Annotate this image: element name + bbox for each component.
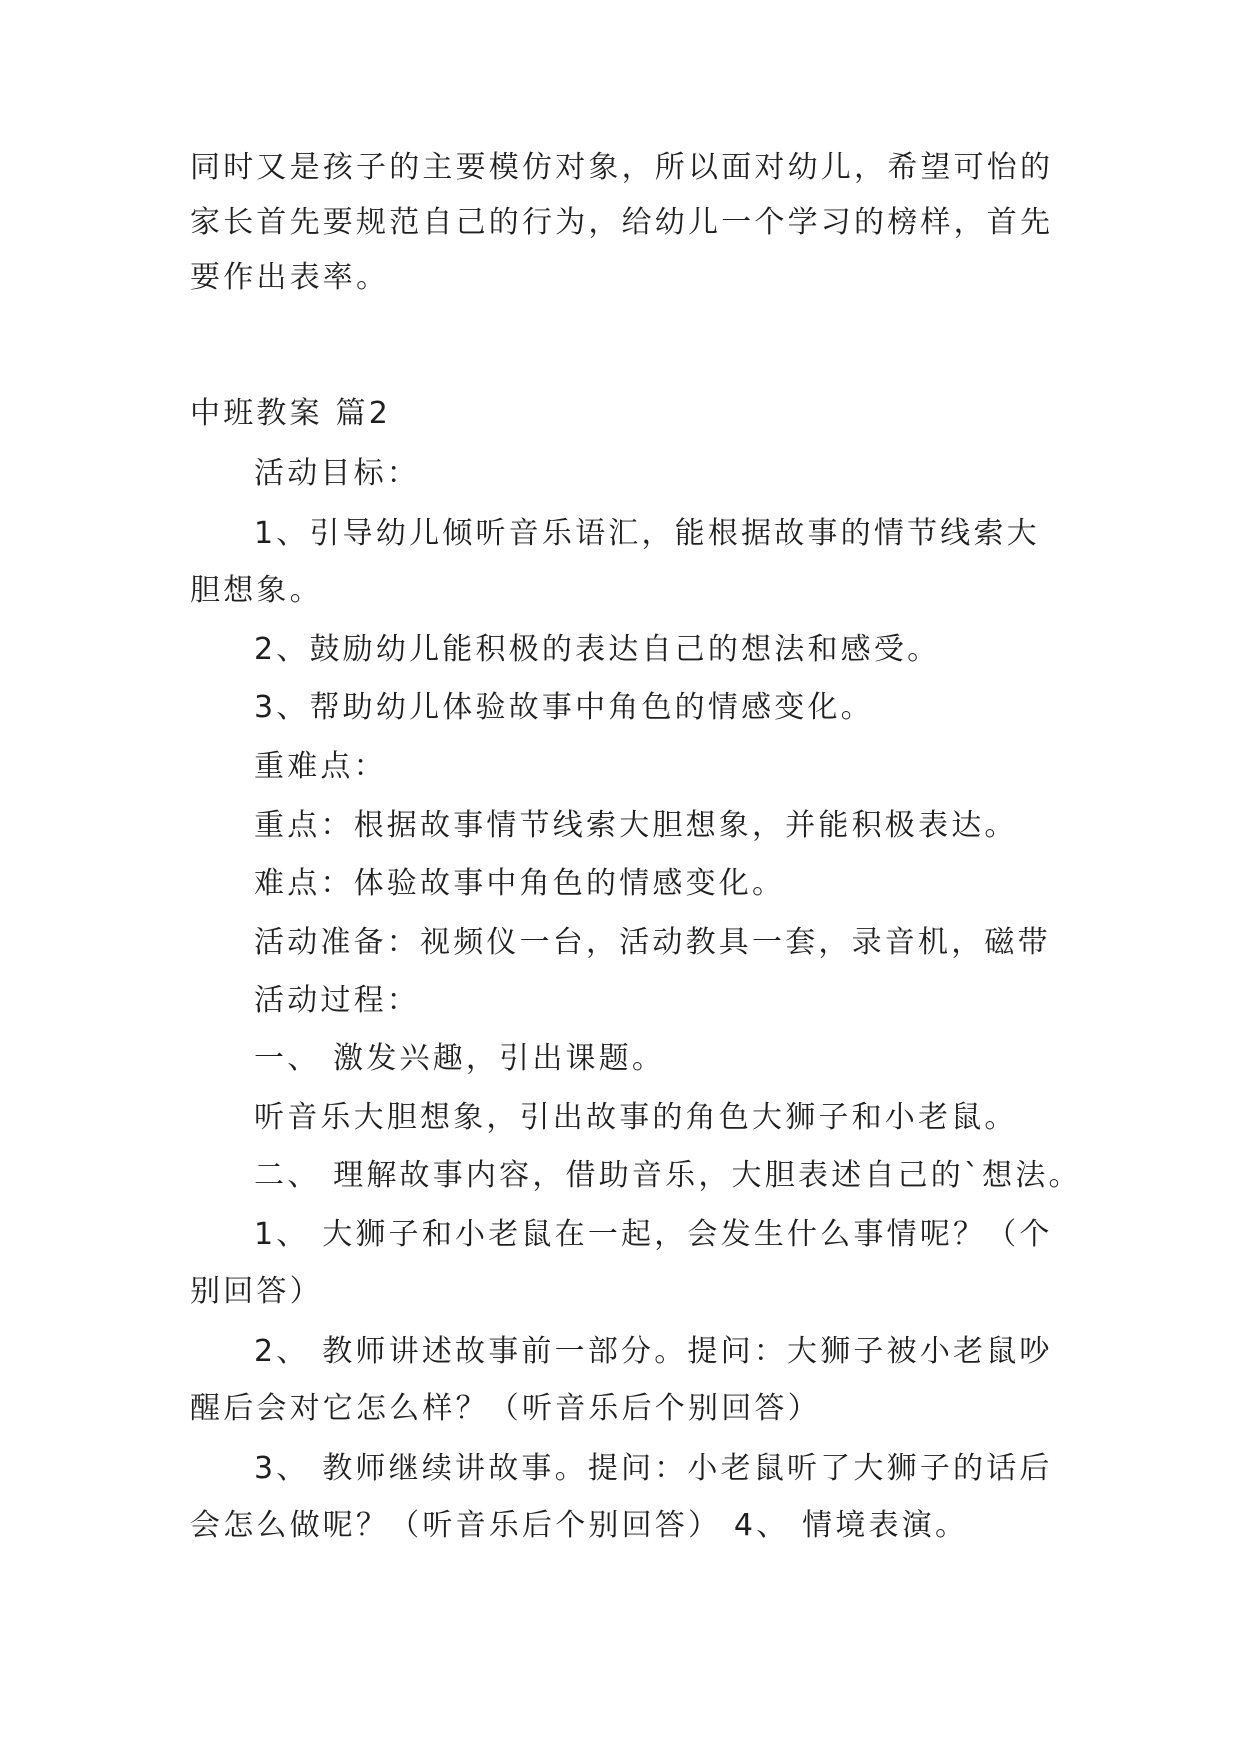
key-difficulties-heading: 重难点： bbox=[254, 749, 387, 784]
goal-item: 1、引导幼儿倾听音乐语汇，能根据故事的情节线索大 bbox=[254, 516, 1040, 551]
section-heading: 中班教案 篇2 bbox=[190, 396, 392, 431]
process-substep: 1、 大狮子和小老鼠在一起，会发生什么事情呢？（个 bbox=[254, 1217, 1053, 1252]
process-substep: 2、 教师讲述故事前一部分。提问：大狮子被小老鼠吵 bbox=[254, 1334, 1053, 1369]
paragraph-line: 同时又是孩子的主要模仿对象，所以面对幼儿，希望可怡的 bbox=[190, 150, 1054, 185]
goal-item-continuation: 胆想象。 bbox=[190, 573, 323, 608]
process-step-detail: 听音乐大胆想象，引出故事的角色大狮子和小老鼠。 bbox=[254, 1100, 1018, 1135]
process-substep: 3、 教师继续讲故事。提问：小老鼠听了大狮子的话后 bbox=[254, 1451, 1053, 1486]
goal-item: 2、鼓励幼儿能积极的表达自己的想法和感受。 bbox=[254, 632, 941, 667]
process-substep-continuation: 别回答） bbox=[190, 1274, 323, 1309]
key-point: 重点：根据故事情节线索大胆想象，并能积极表达。 bbox=[254, 808, 1018, 843]
process-step: 一、 激发兴趣，引出课题。 bbox=[254, 1041, 666, 1076]
difficulty-point: 难点：体验故事中角色的情感变化。 bbox=[254, 866, 786, 901]
process-substep-continuation: 会怎么做呢？（听音乐后个别回答） 4、 情境表演。 bbox=[190, 1508, 969, 1543]
process-substep-continuation: 醒后会对它怎么样？（听音乐后个别回答） bbox=[190, 1391, 821, 1426]
paragraph-line: 家长首先要规范自己的行为，给幼儿一个学习的榜样，首先 bbox=[190, 205, 1054, 240]
activity-process-heading: 活动过程： bbox=[254, 983, 420, 1018]
process-step: 二、 理解故事内容，借助音乐，大胆表述自己的`想法。 bbox=[254, 1158, 1082, 1193]
activity-preparation: 活动准备：视频仪一台，活动教具一套，录音机，磁带 bbox=[254, 925, 1051, 960]
activity-goals-heading: 活动目标： bbox=[254, 456, 420, 491]
paragraph-line: 要作出表率。 bbox=[190, 260, 390, 295]
goal-item: 3、帮助幼儿体验故事中角色的情感变化。 bbox=[254, 690, 874, 725]
